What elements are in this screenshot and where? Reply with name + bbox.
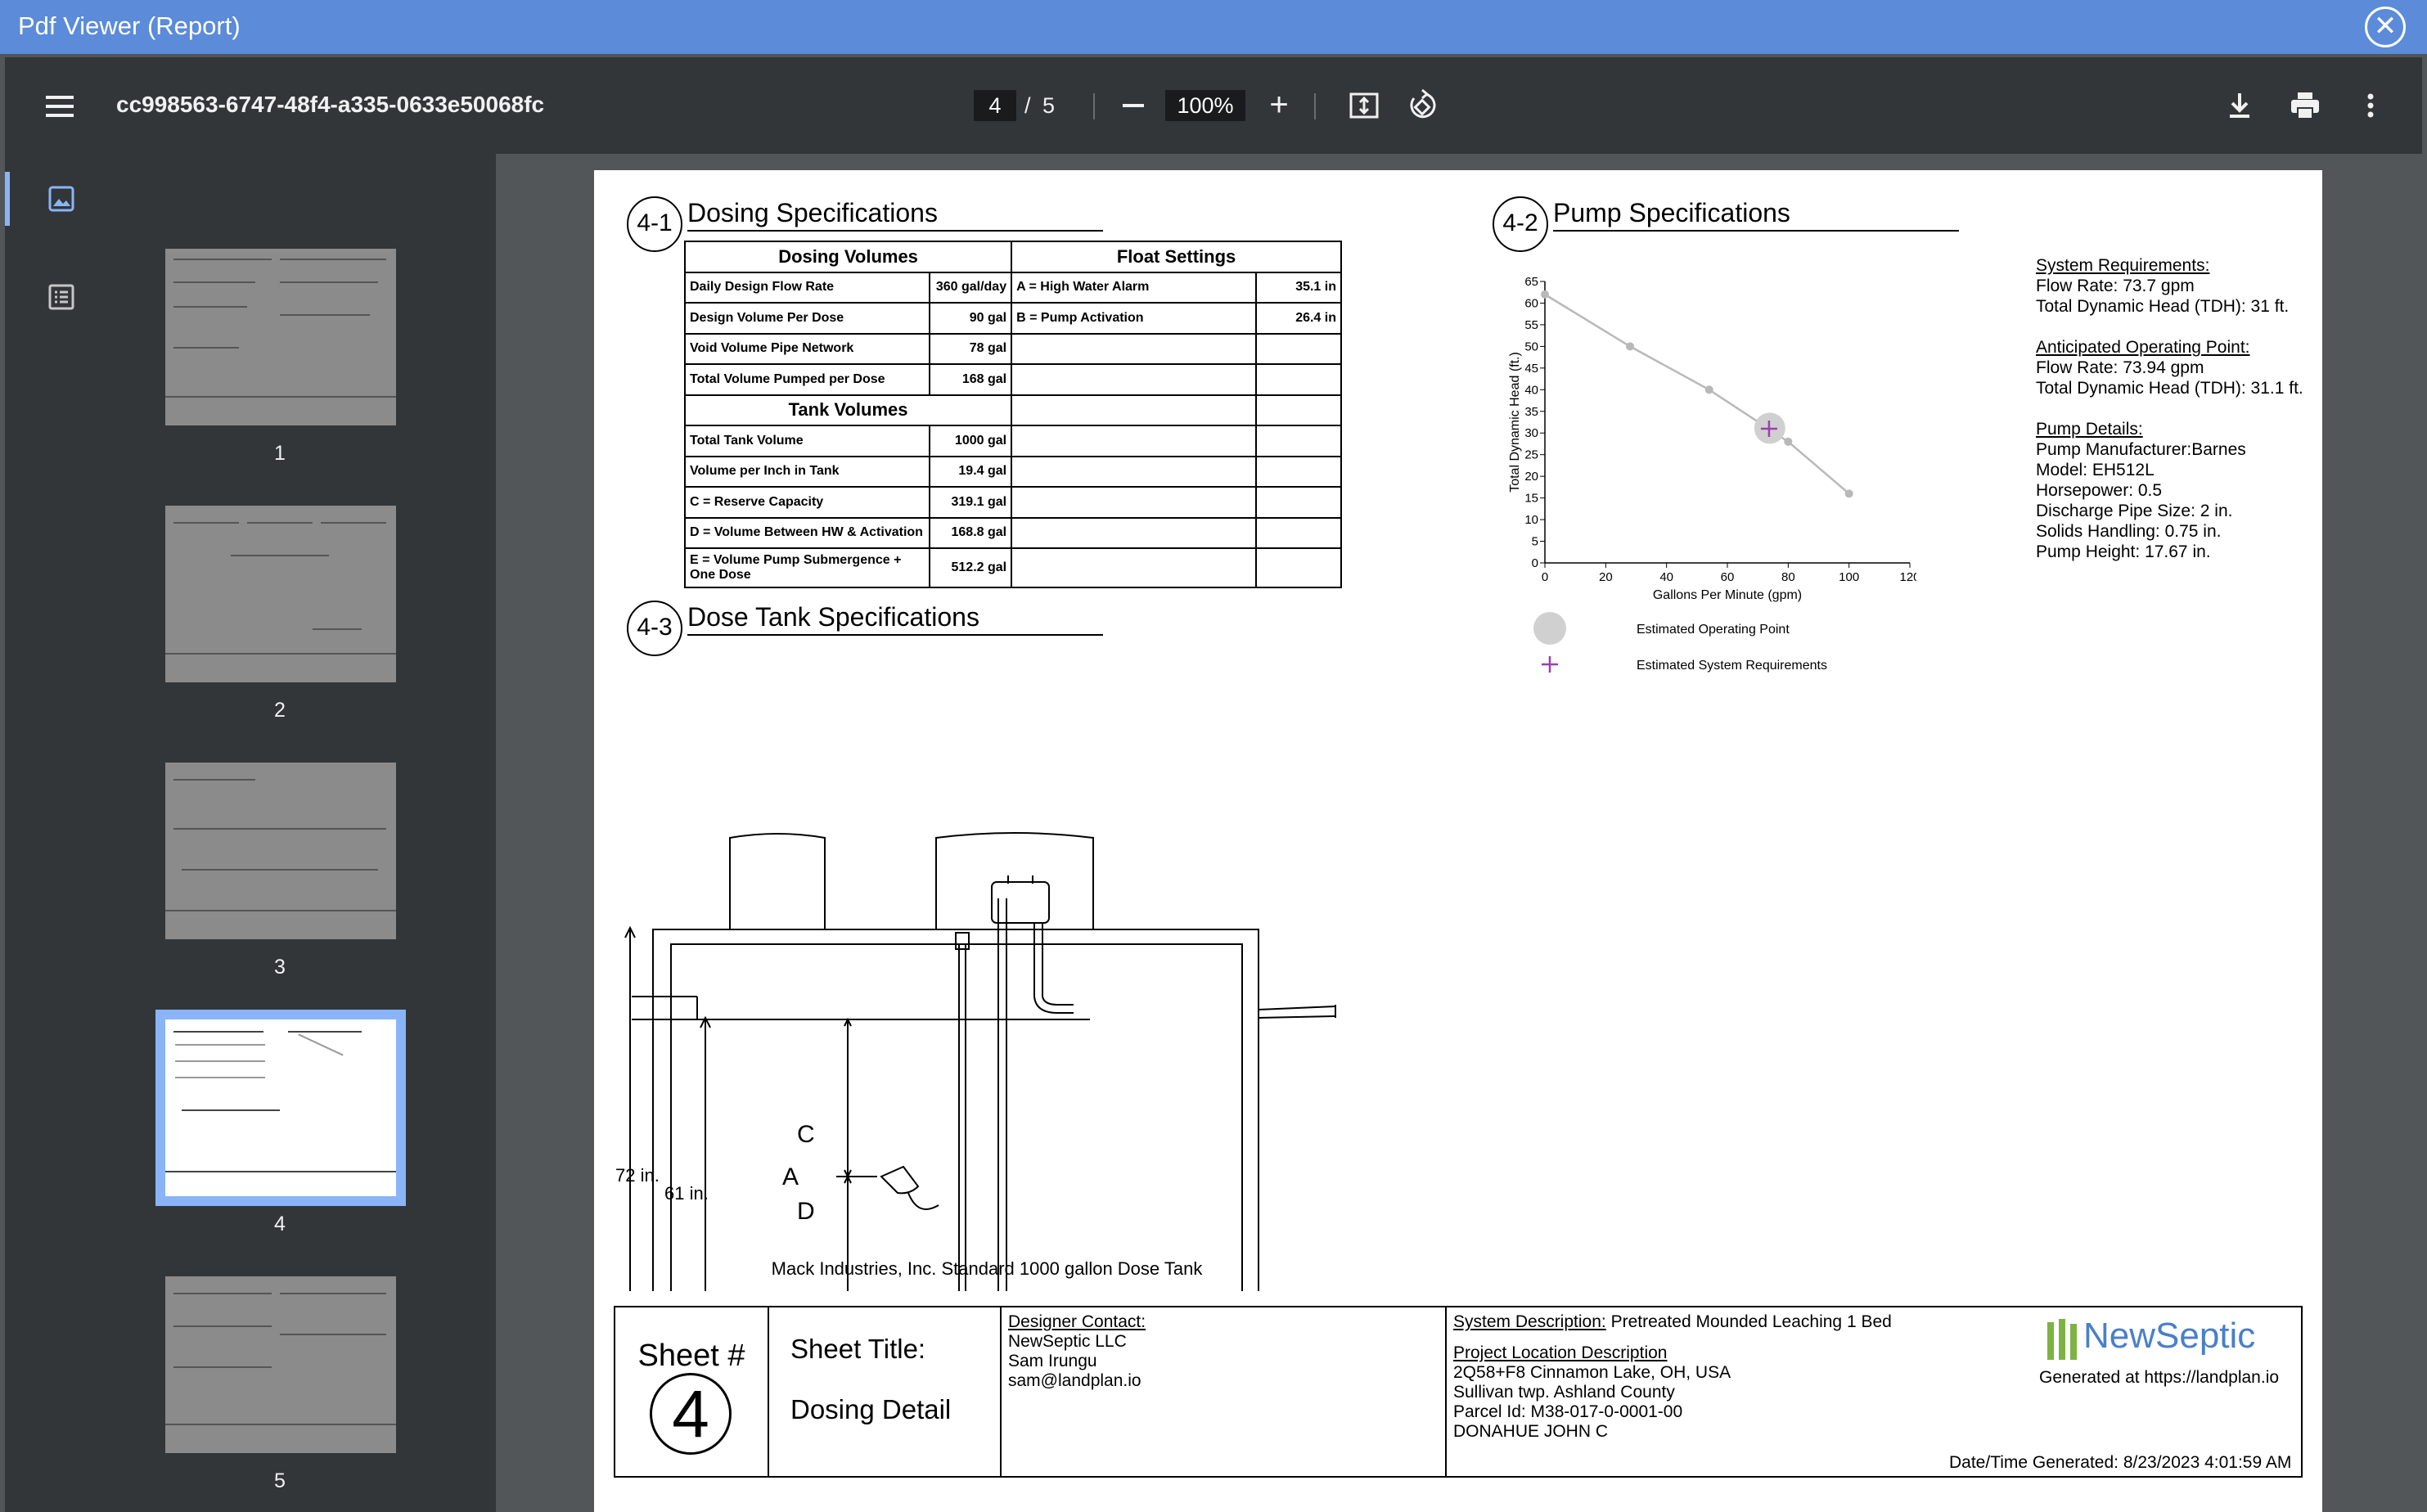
table-cell — [1256, 425, 1341, 457]
table-cell: 1000 gal — [930, 425, 1011, 457]
table-cell: 26.4 in — [1256, 303, 1341, 334]
table-cell — [1256, 364, 1341, 395]
table-cell: Void Volume Pipe Network — [685, 334, 930, 365]
page-thumbnail-active[interactable] — [155, 1010, 406, 1206]
rotate-icon[interactable] — [1406, 88, 1440, 123]
sysreq-title: System Requirements: — [2036, 256, 2210, 275]
dosing-table — [684, 241, 1342, 588]
page-thumbnail[interactable] — [165, 506, 396, 682]
x-tick-label: 100 — [1839, 570, 1860, 584]
pump-manufacturer: Pump Manufacturer:Barnes — [2036, 440, 2246, 459]
table-cell: D = Volume Between HW & Activation — [685, 518, 930, 549]
section-title: Pump Specifications — [1553, 198, 1959, 232]
table-cell: 512.2 gal — [930, 548, 1011, 587]
x-axis-label: Gallons Per Minute (gpm) — [1652, 588, 1803, 602]
zoom-in-icon[interactable]: + — [1269, 87, 1289, 123]
pump-curve-point — [1626, 342, 1634, 350]
close-icon[interactable]: ✕ — [2365, 7, 2406, 47]
table-cell: 35.1 in — [1256, 272, 1341, 304]
thumbnail-page-number: 5 — [274, 1469, 286, 1492]
table-cell — [1011, 364, 1256, 395]
thumbnails-view-icon[interactable] — [47, 185, 75, 213]
legend-operating-point-label: Estimated Operating Point — [1637, 623, 1790, 637]
system-description-label: System Description: — [1453, 1312, 1606, 1331]
section-number: 4-3 — [627, 601, 682, 656]
table-cell — [1256, 487, 1341, 518]
pdf-page — [594, 170, 2322, 1512]
pump-curve-svg — [1507, 247, 1916, 689]
dimension-72-label: 72 in. — [615, 1165, 660, 1186]
pump-curve-point — [1784, 438, 1792, 446]
table-cell: 19.4 gal — [930, 457, 1011, 488]
section-number: 4-2 — [1493, 196, 1548, 252]
operating-point-flow: Flow Rate: 73.94 gpm — [2036, 358, 2204, 377]
pdf-toolbar — [5, 57, 2422, 154]
table-cell: A = High Water Alarm — [1011, 272, 1256, 304]
table-cell — [1256, 334, 1341, 365]
table-cell — [1011, 425, 1256, 457]
pump-performance-line — [1545, 295, 1849, 493]
table-cell: Total Tank Volume — [685, 425, 930, 457]
toolbar-divider — [1314, 93, 1316, 119]
hamburger-menu-icon[interactable] — [46, 96, 74, 117]
section-title: Dose Tank Specifications — [687, 602, 1103, 636]
pump-curve-point — [1705, 385, 1713, 394]
table-cell — [1256, 457, 1341, 488]
more-options-icon[interactable] — [2353, 88, 2388, 123]
y-tick-label: 10 — [1524, 513, 1538, 528]
designer-email: sam@landplan.io — [1008, 1371, 1141, 1390]
table-header: Dosing Volumes — [685, 241, 1011, 272]
table-cell — [1011, 457, 1256, 488]
y-axis-label: Total Dynamic Head (ft.) — [1508, 352, 1522, 493]
designer-contact-cell — [1002, 1307, 1447, 1476]
y-tick-label: 65 — [1524, 275, 1538, 289]
pump-discharge-pipe: Discharge Pipe Size: 2 in. — [2036, 502, 2233, 520]
table-cell: 168 gal — [930, 364, 1011, 395]
title-block — [614, 1306, 2303, 1478]
table-cell — [1011, 334, 1256, 365]
section-title: Dosing Specifications — [687, 198, 1103, 232]
table-cell — [1011, 395, 1256, 426]
table-cell: 168.8 gal — [930, 518, 1011, 549]
table-cell: 360 gal/day — [930, 272, 1011, 304]
legend-system-requirement-label: Estimated System Requirements — [1637, 659, 1827, 673]
table-header: Tank Volumes — [685, 395, 1011, 426]
dose-tank-diagram — [615, 653, 1401, 1291]
x-tick-label: 80 — [1781, 570, 1795, 584]
window-titlebar — [0, 0, 2427, 54]
y-tick-label: 60 — [1524, 296, 1538, 311]
pump-details-title: Pump Details: — [2036, 420, 2143, 439]
pump-solids-handling: Solids Handling: 0.75 in. — [2036, 522, 2222, 541]
label-c: C — [797, 1121, 815, 1148]
page-thumbnail[interactable] — [165, 1276, 396, 1453]
thumbnail-page-number: 1 — [274, 442, 286, 465]
operating-point-title: Anticipated Operating Point: — [2036, 338, 2250, 357]
zoom-level-input[interactable]: 100% — [1165, 90, 1245, 121]
table-cell: Volume per Inch in Tank — [685, 457, 930, 488]
sheet-number: 4 — [650, 1373, 732, 1455]
table-cell: C = Reserve Capacity — [685, 487, 930, 518]
generated-at: Generated at https://landplan.io — [2039, 1368, 2280, 1387]
project-location-line: DONAHUE JOHN C — [1453, 1422, 1609, 1441]
dimension-61-label: 61 in. — [664, 1183, 709, 1204]
pump-curve-point — [1541, 290, 1549, 299]
zoom-out-icon[interactable] — [1123, 104, 1144, 107]
y-tick-label: 55 — [1524, 317, 1538, 332]
project-location-line: Parcel Id: M38-017-0-0001-00 — [1453, 1402, 1683, 1421]
operating-point-tdh: Total Dynamic Head (TDH): 31.1 ft. — [2036, 379, 2303, 398]
thumbnail-sidebar — [5, 154, 496, 1512]
page-count: 5 — [1042, 93, 1056, 118]
tank-inner — [671, 944, 1242, 1291]
x-tick-label: 40 — [1659, 570, 1674, 584]
outline-view-icon[interactable] — [47, 283, 75, 311]
table-cell — [1011, 548, 1256, 587]
label-a: A — [782, 1163, 799, 1190]
designer-company: NewSeptic LLC — [1008, 1332, 1127, 1351]
sheet-number-cell — [615, 1307, 769, 1476]
dose-tank-svg — [615, 653, 1401, 1291]
system-description: Pretreated Mounded Leaching 1 Bed — [1605, 1312, 1892, 1331]
document-name: cc998563-6747-48f4-a335-0633e50068fc — [116, 92, 545, 117]
table-cell: E = Volume Pump Submergence + One Dose — [685, 548, 930, 587]
thumbnail-page-number: 3 — [274, 956, 286, 979]
sheet-title-cell — [769, 1307, 1002, 1476]
sidebar-active-indicator — [5, 172, 10, 226]
sheet-title: Dosing Detail — [790, 1394, 952, 1424]
sysreq-tdh: Total Dynamic Head (TDH): 31 ft. — [2036, 297, 2290, 316]
x-tick-label: 20 — [1598, 570, 1613, 584]
thumbnail-page-number: 4 — [274, 1213, 286, 1235]
pump-height: Pump Height: 17.67 in. — [2036, 542, 2211, 561]
legend-operating-point-swatch — [1533, 612, 1566, 645]
y-tick-label: 50 — [1524, 340, 1538, 354]
generated-datetime: Date/Time Generated: 8/23/2023 4:01:59 AM — [1949, 1453, 2292, 1472]
project-location-line: 2Q58+F8 Cinnamon Lake, OH, USA — [1453, 1363, 1731, 1382]
table-cell: Daily Design Flow Rate — [685, 272, 930, 304]
window-title: Pdf Viewer (Report) — [18, 11, 241, 40]
y-tick-label: 0 — [1531, 556, 1538, 570]
print-icon[interactable] — [2288, 88, 2322, 123]
toolbar-divider — [1093, 93, 1095, 119]
table-cell: Design Volume Per Dose — [685, 303, 930, 334]
y-tick-label: 5 — [1531, 534, 1538, 549]
page-thumbnail[interactable] — [165, 249, 396, 425]
y-tick-label: 35 — [1524, 404, 1538, 419]
table-cell — [1256, 518, 1341, 549]
page-thumbnail[interactable] — [165, 763, 396, 939]
sheet-number-label: Sheet # — [637, 1339, 745, 1373]
pump-requirements — [2036, 255, 2314, 562]
designer-name: Sam Irungu — [1008, 1352, 1097, 1370]
sysreq-flow: Flow Rate: 73.7 gpm — [2036, 277, 2195, 295]
page-separator: / — [1024, 93, 1031, 118]
table-cell: Total Volume Pumped per Dose — [685, 364, 930, 395]
table-cell: B = Pump Activation — [1011, 303, 1256, 334]
y-tick-label: 30 — [1524, 426, 1538, 441]
project-location-label: Project Location Description — [1453, 1343, 1668, 1362]
y-tick-label: 45 — [1524, 361, 1538, 376]
riser-left — [730, 834, 825, 929]
x-tick-label: 60 — [1720, 570, 1735, 584]
download-icon[interactable] — [2222, 88, 2257, 123]
table-cell — [1011, 518, 1256, 549]
fit-page-icon[interactable] — [1347, 88, 1381, 123]
newseptic-logo-icon — [2046, 1319, 2082, 1366]
y-tick-label: 15 — [1524, 491, 1538, 506]
designer-contact-label: Designer Contact: — [1008, 1312, 1146, 1331]
pump-model: Model: EH512L — [2036, 461, 2155, 479]
section-number: 4-1 — [627, 196, 682, 252]
label-d: D — [797, 1198, 815, 1225]
x-tick-label: 0 — [1541, 570, 1549, 584]
legend-system-requirement-swatch — [1542, 656, 1558, 673]
y-tick-label: 40 — [1524, 383, 1538, 398]
y-tick-label: 25 — [1524, 448, 1538, 462]
project-location-line: Sullivan twp. Ashland County — [1453, 1383, 1675, 1402]
x-tick-label: 12 — [1899, 570, 1914, 584]
sheet-title-label: Sheet Title: — [790, 1334, 926, 1364]
thumbnail-page-number: 2 — [274, 699, 286, 722]
page-number-input[interactable]: 4 — [974, 90, 1016, 121]
table-header: Float Settings — [1011, 241, 1341, 272]
table-cell: 319.1 gal — [930, 487, 1011, 518]
table-cell: 78 gal — [930, 334, 1011, 365]
tank-caption: Mack Industries, Inc. Standard 1000 gallon Dose Tank — [771, 1258, 1203, 1279]
table-cell — [1256, 548, 1341, 587]
table-cell: 90 gal — [930, 303, 1011, 334]
tank-outer — [653, 929, 1259, 1291]
pump-horsepower: Horsepower: 0.5 — [2036, 481, 2163, 500]
y-tick-label: 20 — [1524, 470, 1538, 484]
project-info-cell — [1453, 1312, 1993, 1442]
newseptic-logo-text: NewSeptic — [2083, 1316, 2256, 1356]
pump-curve-point — [1845, 489, 1853, 497]
table-cell — [1256, 395, 1341, 426]
pump-curve-chart — [1507, 247, 1916, 689]
pdf-viewer — [5, 57, 2422, 1512]
table-cell — [1011, 487, 1256, 518]
